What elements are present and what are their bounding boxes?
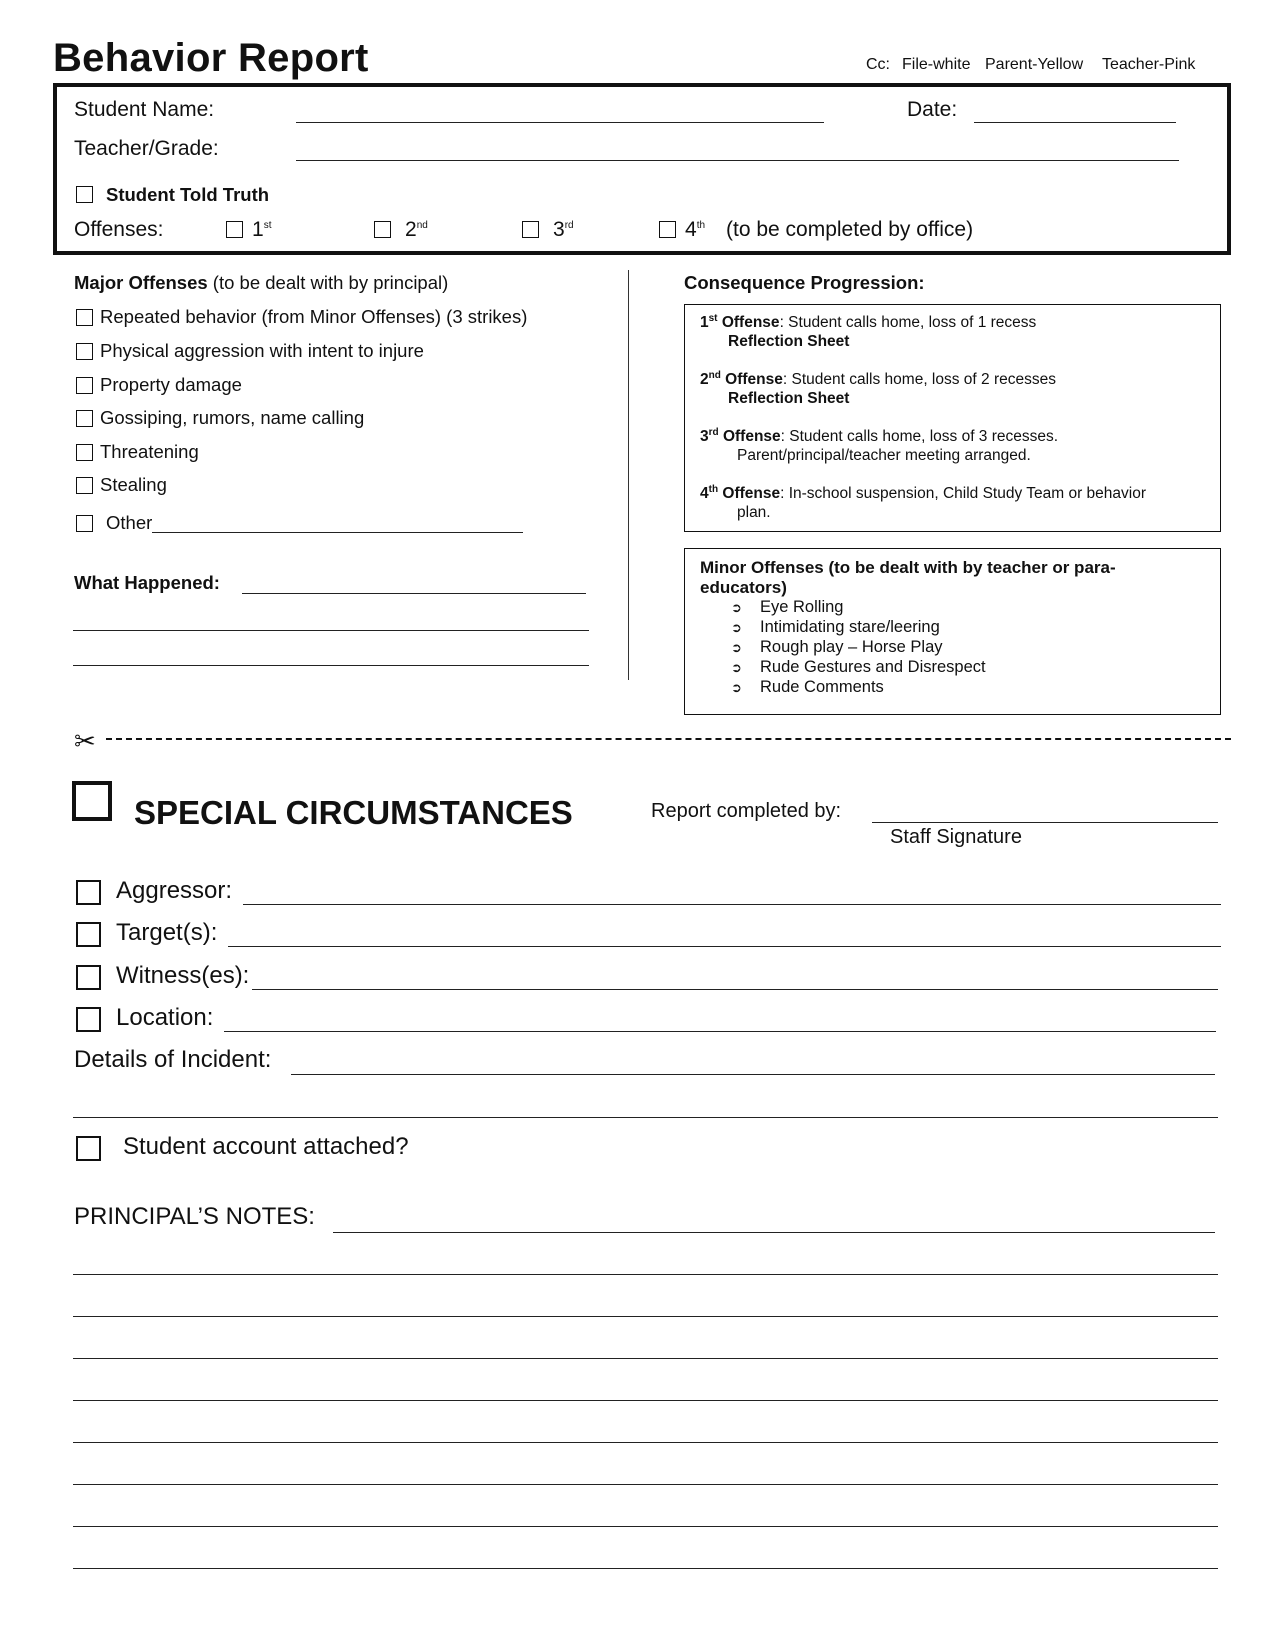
minor-offense-item: Rude Gestures and Disrespect <box>760 658 986 676</box>
special-circumstances-checkbox[interactable] <box>72 781 112 821</box>
major-offense-item: Gossiping, rumors, name calling <box>100 407 365 428</box>
major-offense-item: Property damage <box>100 374 242 395</box>
offenses-label: Offenses: <box>74 218 164 241</box>
major-offenses-heading: Major Offenses (to be dealt with by principal) <box>74 272 449 293</box>
report-completed-label: Report completed by: <box>651 800 842 822</box>
cc-file: File-white <box>902 56 971 73</box>
arrow-bullet-icon: ➲ <box>731 600 742 615</box>
offense-2-checkbox[interactable] <box>374 221 391 238</box>
teacher-grade-field[interactable] <box>296 160 1179 161</box>
offense-3-checkbox[interactable] <box>522 221 539 238</box>
page-title: Behavior Report <box>53 36 369 80</box>
major-offense-item: Threatening <box>100 441 199 462</box>
witnesses-label: Witness(es): <box>116 962 250 989</box>
major-offense-checkbox[interactable] <box>76 444 93 461</box>
offense-1-checkbox[interactable] <box>226 221 243 238</box>
targets-checkbox[interactable] <box>76 922 101 947</box>
witnesses-field[interactable] <box>252 989 1218 990</box>
major-offense-checkbox[interactable] <box>76 477 93 494</box>
arrow-bullet-icon: ➲ <box>731 660 742 675</box>
student-told-truth-label: Student Told Truth <box>106 184 270 205</box>
student-name-field[interactable] <box>296 122 824 123</box>
principals-notes-field[interactable] <box>73 1400 1218 1401</box>
major-offense-item: Physical aggression with intent to injure <box>100 340 424 361</box>
special-circumstances-title: SPECIAL CIRCUMSTANCES <box>134 794 573 831</box>
aggressor-field[interactable] <box>243 904 1221 905</box>
staff-signature-field[interactable] <box>872 822 1218 823</box>
principals-notes-field[interactable] <box>73 1526 1218 1527</box>
principals-notes-label: PRINCIPAL’S NOTES: <box>74 1203 315 1230</box>
principals-notes-field[interactable] <box>73 1316 1218 1317</box>
student-account-label: Student account attached? <box>123 1133 409 1160</box>
details-of-incident-label: Details of Incident: <box>74 1046 272 1073</box>
date-field[interactable] <box>974 122 1176 123</box>
consequence-entry: 1st Offense: Student calls home, loss of 1 recess <box>700 312 1037 331</box>
arrow-bullet-icon: ➲ <box>731 640 742 655</box>
minor-offenses-heading: Minor Offenses (to be dealt with by teacher or para- <box>700 558 1116 577</box>
offense-4-label: 4th <box>685 218 706 241</box>
what-happened-field[interactable] <box>242 593 586 594</box>
offense-4-checkbox[interactable] <box>659 221 676 238</box>
details-of-incident-field[interactable] <box>73 1117 1218 1118</box>
consequence-entry-detail: Reflection Sheet <box>728 333 850 350</box>
major-offense-checkbox[interactable] <box>76 410 93 427</box>
offense-3-label: 3rd <box>553 218 574 241</box>
major-offense-checkbox[interactable] <box>76 309 93 326</box>
consequence-entry-detail: Reflection Sheet <box>728 390 850 407</box>
arrow-bullet-icon: ➲ <box>731 680 742 695</box>
consequence-heading: Consequence Progression: <box>684 272 925 293</box>
major-offense-checkbox[interactable] <box>76 377 93 394</box>
aggressor-checkbox[interactable] <box>76 880 101 905</box>
details-of-incident-field[interactable] <box>291 1074 1215 1075</box>
arrow-bullet-icon: ➲ <box>731 620 742 635</box>
aggressor-label: Aggressor: <box>116 877 233 904</box>
major-offense-item: Repeated behavior (from Minor Offenses) (3 strikes) <box>100 306 528 327</box>
principals-notes-field[interactable] <box>73 1484 1218 1485</box>
offense-2-label: 2nd <box>405 218 428 241</box>
consequence-entry: 3rd Offense: Student calls home, loss of 3 recesses. <box>700 426 1059 445</box>
minor-offense-item: Intimidating stare/leering <box>760 618 940 636</box>
major-offense-other-label: Other <box>106 512 153 533</box>
offense-1-label: 1st <box>252 218 272 241</box>
minor-offense-item: Rude Comments <box>760 678 884 696</box>
minor-offense-item: Rough play – Horse Play <box>760 638 943 656</box>
what-happened-field[interactable] <box>73 630 589 631</box>
student-account-checkbox[interactable] <box>76 1136 101 1161</box>
witnesses-checkbox[interactable] <box>76 965 101 990</box>
principals-notes-field[interactable] <box>73 1274 1218 1275</box>
scissors-icon: ✂ <box>74 726 96 756</box>
targets-label: Target(s): <box>116 919 218 946</box>
teacher-grade-label: Teacher/Grade: <box>74 137 219 160</box>
major-offense-other-checkbox[interactable] <box>76 515 93 532</box>
cut-line <box>106 738 1231 740</box>
location-label: Location: <box>116 1004 214 1031</box>
office-note: (to be completed by office) <box>726 218 974 241</box>
major-offense-other-field[interactable] <box>152 532 523 533</box>
principals-notes-field[interactable] <box>73 1358 1218 1359</box>
targets-field[interactable] <box>228 946 1221 947</box>
cc-teacher: Teacher-Pink <box>1102 56 1196 73</box>
consequence-entry: 2nd Offense: Student calls home, loss of 2 recesses <box>700 369 1056 388</box>
principals-notes-field[interactable] <box>73 1442 1218 1443</box>
principals-notes-field[interactable] <box>73 1568 1218 1569</box>
major-offense-checkbox[interactable] <box>76 343 93 360</box>
major-offense-item: Stealing <box>100 474 167 495</box>
location-checkbox[interactable] <box>76 1007 101 1032</box>
what-happened-label: What Happened: <box>74 572 220 593</box>
column-divider <box>628 270 629 680</box>
consequence-entry-detail: Parent/principal/teacher meeting arranged. <box>737 447 1031 464</box>
student-name-label: Student Name: <box>74 98 215 121</box>
minor-offense-item: Eye Rolling <box>760 598 844 616</box>
staff-signature-label: Staff Signature <box>890 826 1022 848</box>
consequence-entry-detail: plan. <box>737 504 771 521</box>
location-field[interactable] <box>224 1031 1216 1032</box>
student-told-truth-checkbox[interactable] <box>76 186 93 203</box>
consequence-entry: 4th Offense: In-school suspension, Child Study Team or behavior <box>700 483 1146 502</box>
date-label: Date: <box>907 98 958 121</box>
minor-offenses-heading: educators) <box>700 578 787 597</box>
principals-notes-field[interactable] <box>333 1232 1215 1233</box>
what-happened-field[interactable] <box>73 665 589 666</box>
cc-label: Cc: <box>866 56 890 73</box>
cc-parent: Parent-Yellow <box>985 56 1084 73</box>
